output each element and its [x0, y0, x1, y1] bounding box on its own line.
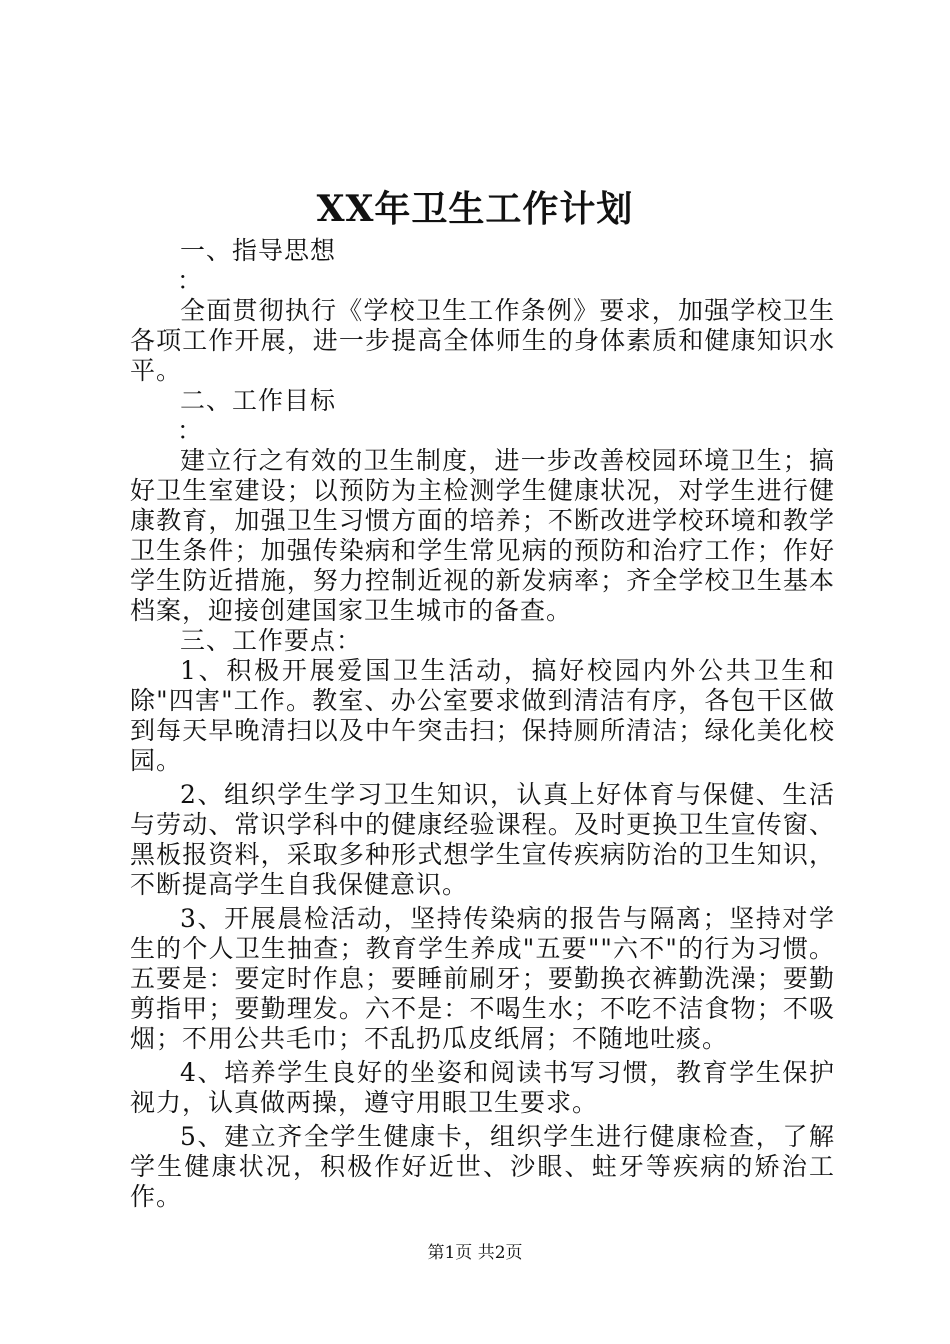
document-body — [130, 236, 835, 1212]
section-colon: ： — [177, 266, 204, 295]
list-item: 3、开展晨检活动，坚持传染病的报告与隔离；坚持对学生的个人卫生抽查；教育学生养成"五要""六不"的行为习惯。五要是：要定时作息；要睡前刷牙；要勤换衣裤勤洗澡；要勤剪指甲；要勤理发。六不是：不喝生水；不吃不洁食物；不吸烟；不用公共毛巾；不乱扔瓜皮纸屑；不随地吐痰。 — [130, 904, 835, 1053]
list-item: 2、组织学生学习卫生知识，认真上好体育与保健、生活与劳动、常识学科中的健康经验课程。及时更换卫生宣传窗、黑板报资料，采取多种形式想学生宣传疾病防治的卫生知识，不断提高学生自我保健意识。 — [130, 780, 835, 899]
section-colon: ： — [177, 416, 204, 445]
list-item: 4、培养学生良好的坐姿和阅读书写习惯，教育学生保护视力，认真做两操，遵守用眼卫生要求。 — [130, 1058, 835, 1117]
page-number-footer: 第1页 共2页 — [427, 1243, 523, 1263]
section-paragraph-guiding-ideology: 全面贯彻执行《学校卫生工作条例》要求，加强学校卫生各项工作开展，进一步提高全体师生的身体素质和健康知识水平。 — [130, 296, 835, 385]
list-item: 5、建立齐全学生健康卡，组织学生进行健康检查，了解学生健康状况，积极作好近世、沙眼、蛀牙等疾病的矫治工作。 — [130, 1122, 835, 1211]
list-item: 1、积极开展爱国卫生活动，搞好校园内外公共卫生和除"四害"工作。教室、办公室要求做到清洁有序，各包干区做到每天早晚清扫以及中午突击扫；保持厕所清洁；绿化美化校园。 — [130, 656, 835, 775]
section-paragraph-work-goals: 建立行之有效的卫生制度，进一步改善校园环境卫生；搞好卫生室建设；以预防为主检测学生健康状况，对学生进行健康教育，加强卫生习惯方面的培养；不断改进学校环境和教学卫生条件；加强传染病和学生常见病的预防和治疗工作；作好学生防近措施，努力控制近视的新发病率；齐全学校卫生基本档案，迎接创建国家卫生城市的备查。 — [130, 446, 835, 625]
document-title: XX年卫生工作计划 — [316, 188, 634, 230]
section-heading-work-points: 三、工作要点： — [180, 626, 363, 655]
section-heading-guiding-ideology: 一、指导思想 — [180, 236, 337, 265]
section-heading-work-goals: 二、工作目标 — [180, 386, 337, 415]
